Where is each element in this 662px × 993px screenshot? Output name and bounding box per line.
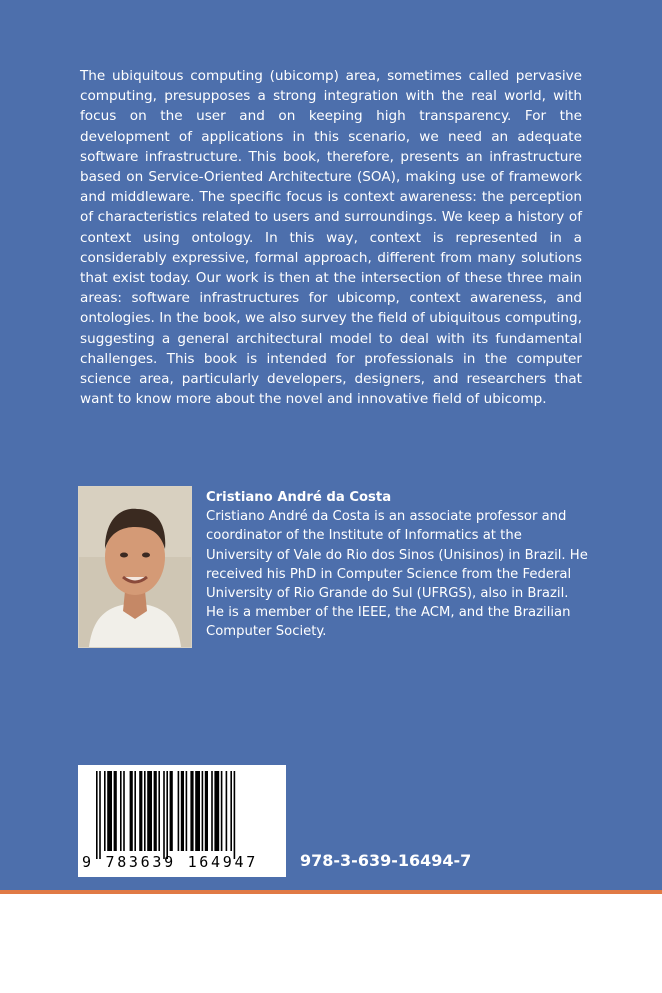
author-photo [78, 486, 192, 648]
author-info [206, 488, 588, 642]
barcode-digits: 9 783639 164947 [82, 853, 258, 871]
book-description: The ubiquitous computing (ubicomp) area, sometimes called pervasive computing, presupposes a strong integration with the real world, with focus on the user and on keeping high transparency. For the development of applications in this scenario, we need an adequate software infrastructure. This book, therefore, presents an infrastructure based on Service-Oriented Architecture (SOA), making use of framework and middleware. The specific focus is context awareness: the perception of characteristics related to users and surroundings. We keep a history of context using ontology. In this way, context is represented in a considerably expressive, formal approach, different from many solutions that exist today. Our work is then at the intersection of these three main areas: software infrastructures for ubicomp, context awareness, and ontologies. In the book, we also survey the field of ubiquitous computing, suggesting a general architectural model to deal with its fundamental challenges. This book is intended for professionals in the computer science area, particularly developers, designers, and researchers that want to know more about the novel and innovative field of ubicomp. [80, 68, 582, 408]
author-name: Cristiano André da Costa [206, 490, 392, 505]
author-bio: Cristiano André da Costa is an associate professor and coordinator of the Institute of Informatics at the University of Vale do Rio dos Sinos (Unisinos) in Brazil. He received his PhD in Computer Science from the Federal University of Rio Grande do Sul (UFRGS), also in Brazil. He is a member of the IEEE, the ACM, and the Brazilian Computer Society. [206, 509, 588, 640]
barcode [78, 765, 286, 877]
orange-stripe [0, 890, 662, 894]
isbn-number: 978-3-639-16494-7 [300, 851, 472, 870]
author-section [78, 486, 588, 648]
